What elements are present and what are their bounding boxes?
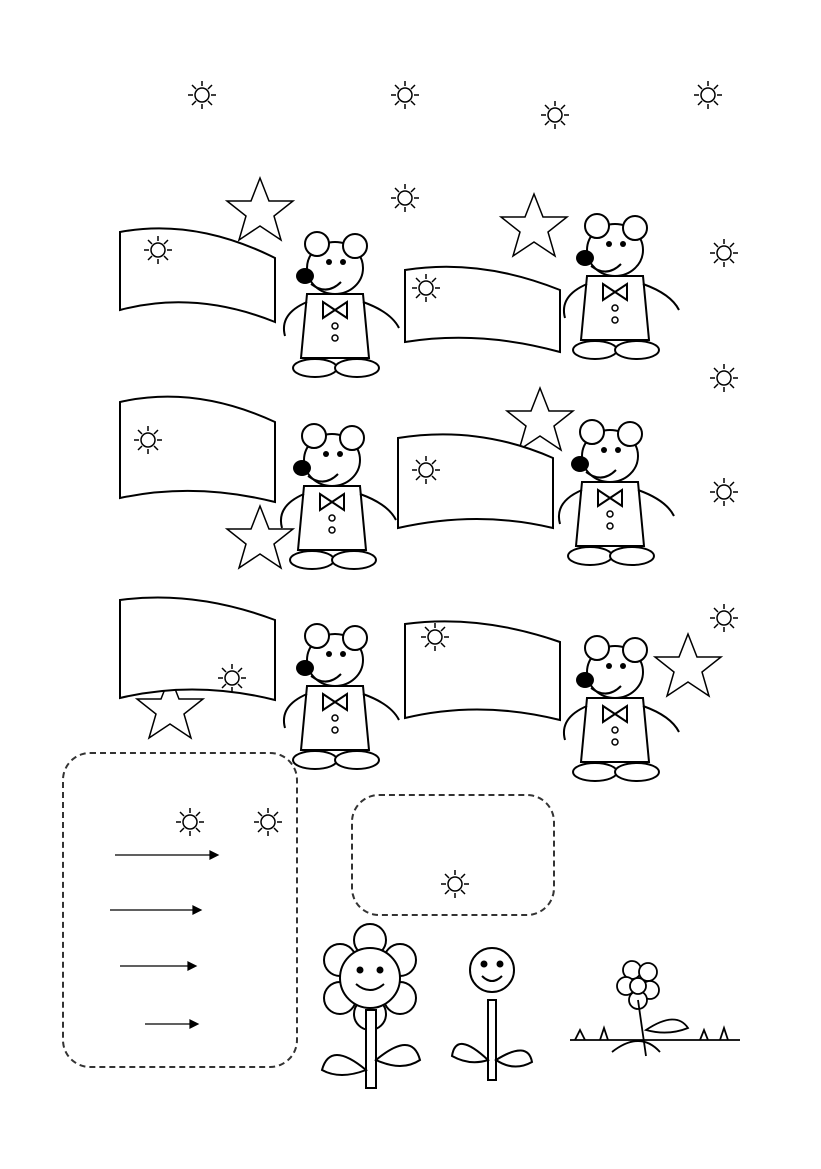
banner-good-morning [398,434,553,528]
sun-icon [391,184,419,212]
star-icon [501,194,567,256]
practice-box [351,794,555,916]
bear-icon [281,424,396,569]
flower-icon [322,924,420,1088]
instructions-box [62,752,298,1068]
bear-icon [564,214,679,359]
sun-icon [710,239,738,267]
sun-icon [188,81,216,109]
banner-good-afternoon [120,397,275,502]
sun-icon [391,81,419,109]
star-icon [227,178,293,240]
sun-icon [710,478,738,506]
flower-icon [570,961,740,1056]
star-icon [227,506,293,568]
sun-icon [134,426,162,454]
bear-icon [284,624,399,769]
bear-icon [284,232,399,377]
sun-icon [710,364,738,392]
sun-icon [694,81,722,109]
sun-icon [412,456,440,484]
bear-icon [559,420,674,565]
sun-icon [541,101,569,129]
banner-good-evening [120,598,275,701]
star-icon [655,634,721,696]
sun-icon [144,236,172,264]
flower-icon [452,948,532,1080]
sun-icon [421,623,449,651]
sun-icon [412,274,440,302]
sun-icon [710,604,738,632]
banner-hello [120,228,275,322]
sun-icon [218,664,246,692]
banner-bye [405,267,560,352]
star-icon [507,388,573,450]
